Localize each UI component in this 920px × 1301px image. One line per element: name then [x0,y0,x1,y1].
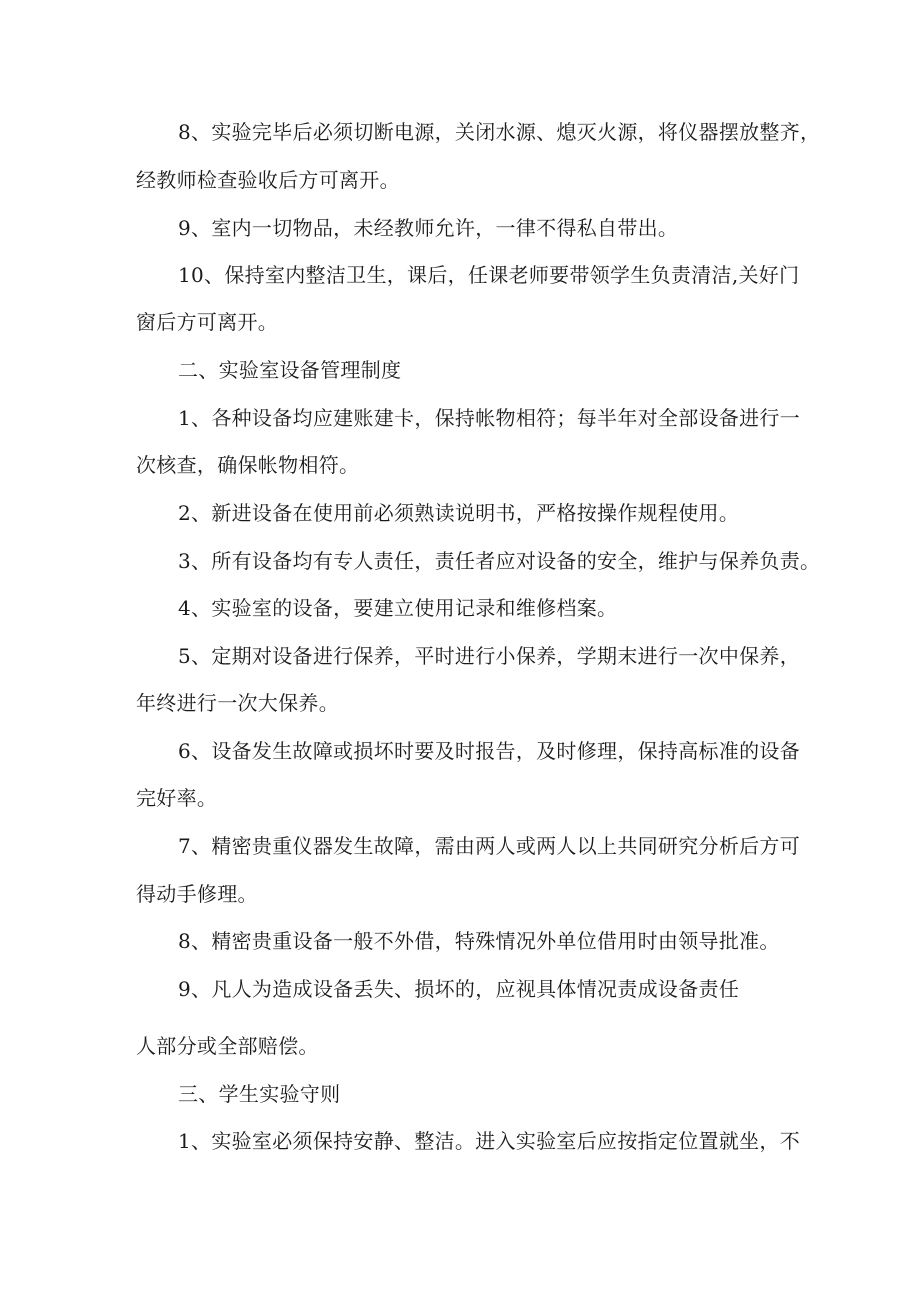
paragraph-line: 5、定期对设备进行保养，平时进行小保养，学期末进行一次中保养， [178,644,801,668]
paragraph-line: 年终进行一次大保养。 [136,691,339,715]
paragraph-line: 8、实验完毕后必须切断电源，关闭水源、熄灭火源，将仪器摆放整齐， [178,120,821,144]
paragraph-line: 经教师检查验收后方可离开。 [136,168,400,192]
paragraph-line: 次核查，确保帐物相符。 [136,453,360,477]
paragraph-line: 6、设备发生故障或损坏时要及时报告，及时修理，保持高标准的设备 [178,739,801,763]
paragraph-line: 1、各种设备均应建账建卡，保持帐物相符；每半年对全部设备进行一 [178,406,801,430]
paragraph-line: 1、实验室必须保持安静、整洁。进入实验室后应按指定位置就坐，不 [178,1129,801,1153]
paragraph-line: 2、新进设备在使用前必须熟读说明书，严格按操作规程使用。 [178,501,740,525]
section-heading: 三、学生实验守则 [178,1082,341,1106]
paragraph-line: 9、凡人为造成设备丢失、损坏的，应视具体情况责成设备责任 [178,977,740,1001]
paragraph-line: 窗后方可离开。 [136,310,279,334]
paragraph-line: 4、实验室的设备，要建立使用记录和维修档案。 [178,596,618,620]
paragraph-line: 完好率。 [136,786,218,810]
paragraph-line: 10、保持室内整洁卫生，课后，任课老师要带领学生负责清洁,关好门 [178,263,800,287]
paragraph-line: 3、所有设备均有专人责任，责任者应对设备的安全，维护与保养负责。 [178,549,821,573]
paragraph-line: 7、精密贵重仪器发生故障，需由两人或两人以上共同研究分析后方可 [178,834,801,858]
paragraph-line: 得动手修理。 [136,882,258,906]
paragraph-line: 9、室内一切物品，未经教师允许，一律不得私自带出。 [178,216,679,240]
paragraph-line: 人部分或全部赔偿。 [136,1034,319,1058]
paragraph-line: 8、精密贵重设备一般不外借，特殊情况外单位借用时由领导批准。 [178,929,780,953]
section-heading: 二、实验室设备管理制度 [178,358,402,382]
